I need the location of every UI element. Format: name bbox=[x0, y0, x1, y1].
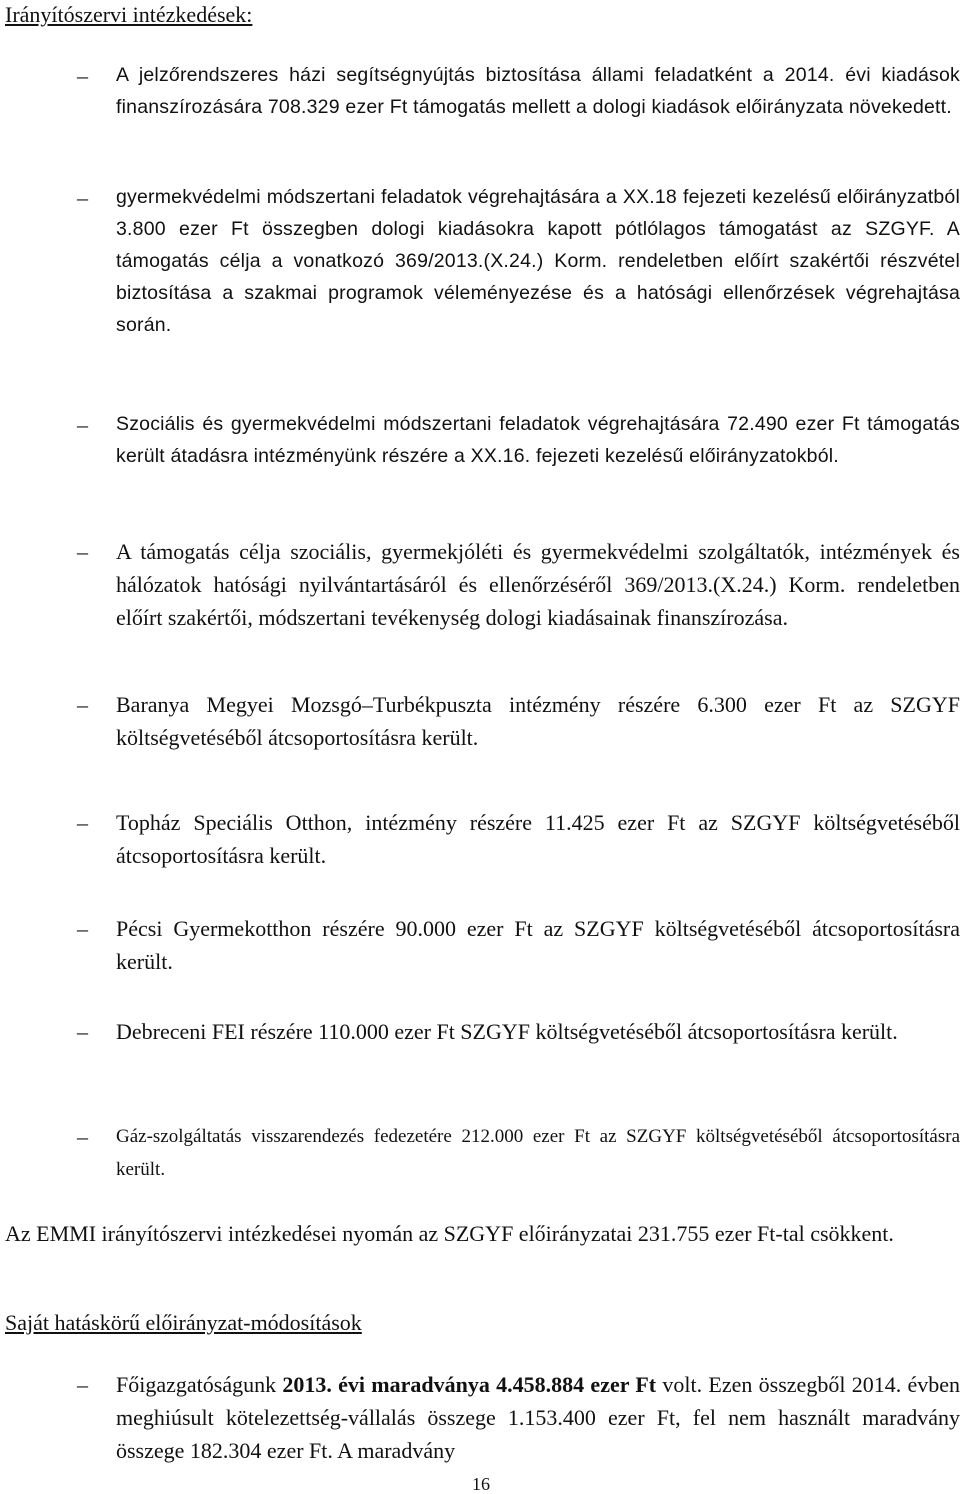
dash-bullet: – bbox=[77, 1372, 88, 1397]
dash-bullet: – bbox=[77, 810, 88, 835]
list-item-text: Debreceni FEI részére 110.000 ezer Ft SZGYF költségvetéséből átcsoportosításra került. bbox=[116, 1019, 898, 1044]
last-item-lead: Főigazgatóságunk bbox=[116, 1372, 277, 1397]
list-item-text: Pécsi Gyermekotthon részére 90.000 ezer Ft az SZGYF költségvetéséből átcsoportosításra került. bbox=[116, 916, 960, 974]
list-item-text: A jelzőrendszeres házi segítségnyújtás biztosítása állami feladatként a 2014. évi kiadások finanszírozására 708.329 ezer Ft támogatás mellett a dologi kiadások előirányzata növekedett. bbox=[116, 64, 960, 118]
list-item bbox=[77, 1120, 960, 1186]
summary-paragraph: Az EMMI irányítószervi intézkedései nyomán az SZGYF előirányzatai 231.755 ezer Ft-tal csökkent. bbox=[5, 1221, 894, 1246]
list-item-text: Baranya Megyei Mozsgó–Turbékpuszta intézmény részére 6.300 ezer Ft az SZGYF költségvetéséből átcsoportosításra került. bbox=[116, 692, 960, 750]
dash-bullet: – bbox=[77, 1124, 88, 1149]
dash-bullet: – bbox=[77, 63, 88, 88]
last-item-rest: volt. Ezen összegből 2014. évben meghiúsult kötelezettség-vállalás összege 1.153.400 ezer Ft, fel nem használt maradvány összege 182.304 ezer Ft. A maradvány bbox=[116, 1372, 960, 1463]
list-item bbox=[77, 1368, 960, 1467]
list-item-text bbox=[116, 1368, 960, 1467]
dash-bullet: – bbox=[77, 412, 88, 437]
section-heading-irányítószervi: Irányítószervi intézkedések: bbox=[5, 2, 253, 27]
list-item-text: A támogatás célja szociális, gyermekjóléti és gyermekvédelmi szolgáltatók, intézmények és hálózatok hatósági nyilvántartásáról és ellenőrzéséről 369/2013.(X.24.) Korm. rendeletben előírt szakértői, módszertani tevékenység dologi kiadásainak finanszírozása. bbox=[116, 539, 960, 630]
dash-bullet: – bbox=[77, 539, 88, 564]
last-item-bold-amount: 4.458.884 ezer Ft bbox=[496, 1372, 657, 1397]
dash-bullet: – bbox=[77, 692, 88, 717]
last-item-bold-year: 2013. évi maradványa bbox=[282, 1372, 490, 1397]
dash-bullet: – bbox=[77, 185, 88, 210]
list-item-text: gyermekvédelmi módszertani feladatok végrehajtására a XX.18 fejezeti kezelésű előirányzatból 3.800 ezer Ft összegben dologi kiadásokra kapott pótlólagos támogatást az SZGYF. A támogatás célja a vonatkozó 369/2013.(X.24.) Korm. rendeletben előírt szakértői részvétel biztosítása a szakmai programok véleményezése és a hatósági ellenőrzések végrehajtása során. bbox=[116, 186, 960, 336]
list-item bbox=[77, 1015, 960, 1048]
section-heading-saját-hatáskörű: Saját hatáskörű előirányzat-módosítások bbox=[5, 1310, 362, 1335]
list-item bbox=[77, 535, 960, 634]
list-item bbox=[77, 688, 960, 754]
list-item bbox=[77, 408, 960, 472]
list-item-text: Szociális és gyermekvédelmi módszertani feladatok végrehajtására 72.490 ezer Ft támogatás került átadásra intézményünk részére a XX.16. fejezeti kezelésű előirányzatokból. bbox=[116, 413, 960, 467]
dash-bullet: – bbox=[77, 916, 88, 941]
list-item-text: Gáz-szolgáltatás visszarendezés fedezetére 212.000 ezer Ft az SZGYF költségvetéséből átcsoportosításra került. bbox=[116, 1126, 960, 1180]
list-item bbox=[77, 806, 960, 872]
list-item-text: Topház Speciális Otthon, intézmény részére 11.425 ezer Ft az SZGYF költségvetéséből átcsoportosításra került. bbox=[116, 810, 960, 868]
list-item bbox=[77, 912, 960, 978]
list-item bbox=[77, 181, 960, 341]
list-item bbox=[77, 59, 960, 123]
page-number: 16 bbox=[472, 1474, 490, 1494]
dash-bullet: – bbox=[77, 1019, 88, 1044]
